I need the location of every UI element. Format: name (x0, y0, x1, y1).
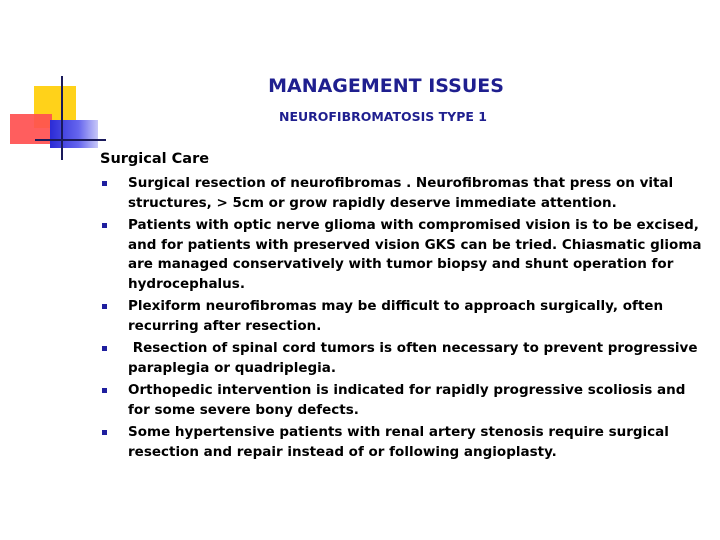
bullet-text: Surgical resection of neurofibromas . Neurofibromas that press on vital structures, > 5cm or grow rapidly deserve immediate attention. (128, 175, 678, 211)
square-bullet-icon (102, 430, 107, 435)
list-item (100, 381, 710, 420)
bullet-text: Resection of spinal cord tumors is often necessary to prevent progressive paraplegia or quadriplegia. (128, 340, 703, 376)
slide-title: MANAGEMENT ISSUES (268, 75, 504, 97)
bullet-text: Patients with optic nerve glioma with compromised vision is to be excised, and for patients with preserved vision GKS can be tried. Chiasmatic glioma are managed conservatively with tumor biopsy and shunt operation for hydrocephalus. (128, 217, 707, 292)
bullet-text: Plexiform neurofibromas may be difficult to approach surgically, often recurring after resection. (128, 298, 668, 334)
bullet-text: Some hypertensive patients with renal artery stenosis require surgical resection and repair instead of or following angioplasty. (128, 424, 674, 460)
square-bullet-icon (102, 304, 107, 309)
square-bullet-icon (102, 223, 107, 228)
list-item (100, 216, 710, 294)
square-bullet-icon (102, 388, 107, 393)
list-item (100, 174, 710, 213)
decor-blue-square (50, 120, 98, 148)
square-bullet-icon (102, 181, 107, 186)
decor-horizontal-line (35, 139, 106, 141)
list-item (100, 297, 710, 336)
square-bullet-icon (102, 346, 107, 351)
list-item (100, 423, 710, 462)
list-item (100, 339, 710, 378)
bullet-list (100, 174, 710, 465)
section-heading: Surgical Care (100, 151, 210, 167)
bullet-text: Orthopedic intervention is indicated for rapidly progressive scoliosis and for some severe bony defects. (128, 382, 691, 418)
slide-subtitle: NEUROFIBROMATOSIS TYPE 1 (278, 109, 487, 124)
